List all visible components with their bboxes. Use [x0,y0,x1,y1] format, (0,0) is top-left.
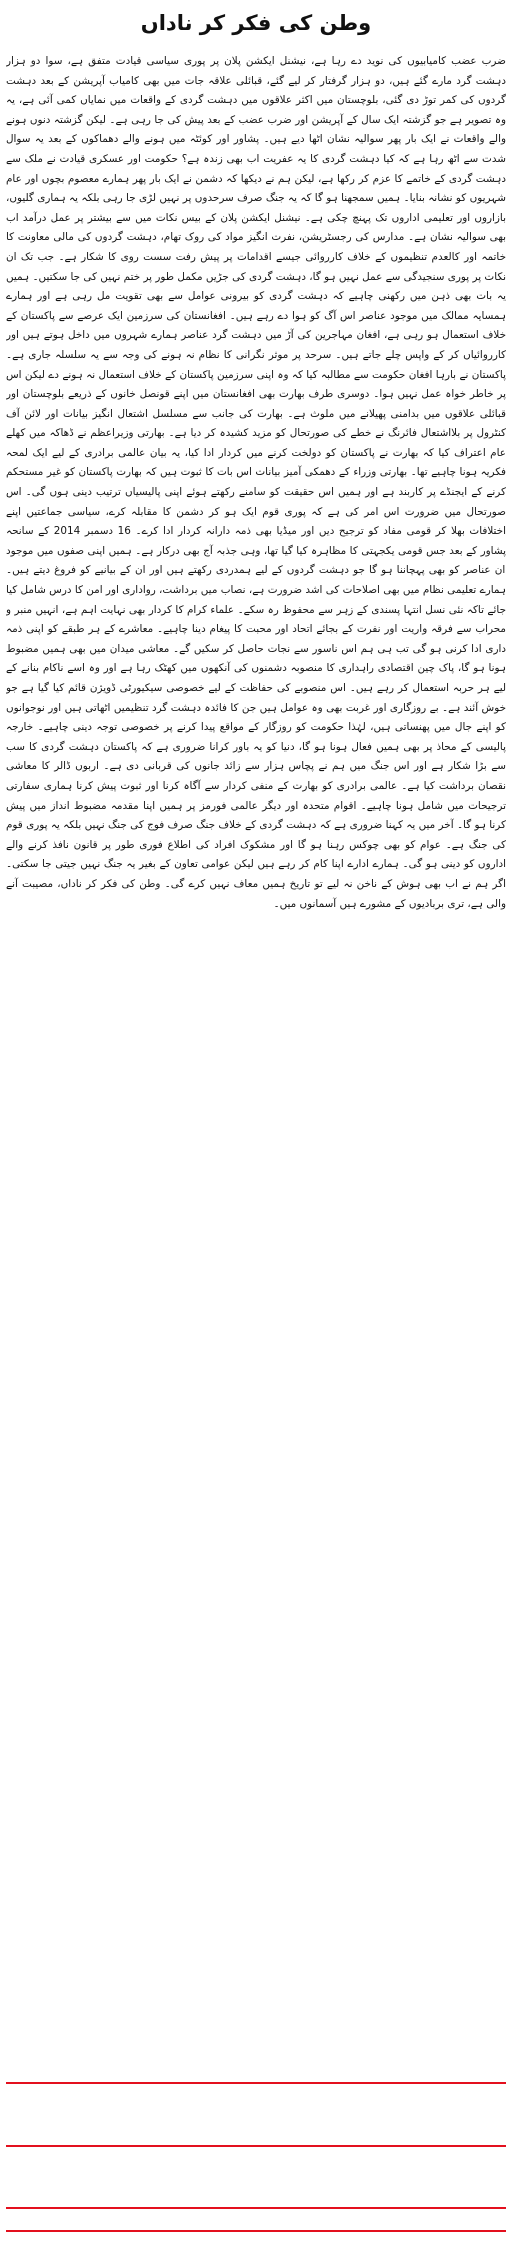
paragraph: پشاور اور کوئٹہ میں ہونے والے دھماکوں کے بعد یہ سوال شدت سے اٹھ رہا ہے کہ کیا دہشت گردی کا یہ عفریت اب بھی زندہ ہے؟ حکومت اور عسکری قیادت نے ملک سے دہشت گردی کے خاتمے کا عزم کر رکھا ہے، لیکن ہم نے دیکھا کہ دشمن نے ایک بار پھر ہمارے معصوم بچوں اور عام شہریوں کو نشانہ بنایا۔ ہمیں سمجھنا ہو گا کہ یہ جنگ صرف سرحدوں پر نہیں لڑی جا رہی بلکہ یہ ہماری گلیوں، بازاروں اور تعلیمی اداروں تک پہنچ چکی ہے۔ [6,133,506,224]
article-body [6,52,506,2257]
paragraph: معاشی میدان میں بھی ہمیں مضبوط ہونا ہو گا، پاک چین اقتصادی راہداری کا منصوبہ دشمنوں کی آنکھوں میں کھٹک رہا ہے اور وہ اسے ناکام بنانے کے لیے ہر حربہ استعمال کر رہے ہیں۔ اس منصوبے کی حفاظت کے لیے خصوصی سیکیورٹی ڈویژن قائم کیا گیا ہے جو خوش آئند ہے۔ بے روزگاری اور غربت بھی وہ عوامل ہیں جن کا فائدہ دہشت گرد تنظیمیں اٹھاتی ہیں اور نوجوانوں کو اپنے جال میں پھنساتی ہیں، لہٰذا حکومت کو روزگار کے مواقع پیدا کرنے پر خصوصی توجہ دینی چاہیے۔ [6,642,506,734]
page-title: وطن کی فکر کر ناداں [140,11,372,35]
highlight-underline [6,2145,506,2147]
paragraph: ہمارے تعلیمی نظام میں بھی اصلاحات کی اشد ضرورت ہے، نصاب میں برداشت، رواداری اور امن کا درس شامل کیا جائے تاکہ نئی نسل انتہا پسندی کے زہر سے محفوظ رہ سکے۔ علماء کرام کا کردار بھی نہایت اہم ہے، انہیں منبر و محراب سے فرقہ واریت اور نفرت کے بجائے اتحاد اور محبت کا پیغام دینا چاہیے۔ معاشرے کے ہر طبقے کو اپنی ذمہ داری ادا کرنی ہو گی تب ہی ہم اس ناسور سے نجات حاصل کر سکیں گے۔ [6,584,506,655]
paragraph: افغانستان کی سرزمین ایک عرصے سے پاکستان کے خلاف استعمال ہو رہی ہے، افغان مہاجرین کی آڑ میں دہشت گرد عناصر ہمارے شہروں میں داخل ہوتے ہیں اور کارروائیاں کر کے واپس چلے جاتے ہیں۔ سرحد پر موثر نگرانی کا نظام نہ ہونے کی وجہ سے یہ سلسلہ جاری ہے۔ پاکستان نے بارہا افغان حکومت سے مطالبہ کیا کہ وہ اپنی سرزمین پاکستان کے خلاف استعمال نہ ہونے دے لیکن اس پر خاطر خواہ عمل نہیں ہوا۔ دوسری طرف بھارت بھی افغانستان میں اپنے قونصل خانوں کے ذریعے بلوچستان اور قبائلی علاقوں میں بدامنی پھیلانے میں ملوث ہے۔ [6,309,506,420]
paragraph: آخر میں یہ کہنا ضروری ہے کہ دہشت گردی کے خلاف جنگ صرف فوج کی جنگ نہیں بلکہ یہ پوری قوم کی جنگ ہے۔ عوام کو بھی چوکس رہنا ہو گا اور مشکوک افراد کی اطلاع فوری طور پر قانون نافذ کرنے والے اداروں کو دینی ہو گی۔ ہمارے ادارے اپنا کام کر رہے ہیں لیکن عوامی تعاون کے بغیر یہ جنگ نہیں جیتی جا سکتی۔ اگر ہم نے اب بھی ہوش کے ناخن نہ لیے تو تاریخ ہمیں معاف نہیں کرے گی۔ وطن کی فکر کر ناداں، مصیبت آنے والی ہے، تری بربادیوں کے مشورے ہیں آسمانوں میں۔ [6,819,506,910]
paragraph: اس صورتحال میں ضرورت اس امر کی ہے کہ پوری قوم ایک ہو کر دشمن کا مقابلہ کرے، سیاسی جماعتیں اپنے اختلافات بھلا کر قومی مفاد کو ترجیح دیں اور میڈیا بھی ذمہ دارانہ کردار ادا کرے۔ 16 دسمبر 2014 کے سانحہ پشاور کے بعد جس قومی یکجہتی کا مظاہرہ کیا گیا تھا، وہی جذبہ آج بھی درکار ہے۔ ہمیں اپنی صفوں میں موجود ان عناصر کو بھی پہچاننا ہو گا جو دہشت گردوں کے لیے ہمدردی رکھتے ہیں اور ان کے بیانیے کو فروغ دیتے ہیں۔ [6,486,506,577]
paragraph: خارجہ پالیسی کے محاذ پر بھی ہمیں فعال ہونا ہو گا، دنیا کو یہ باور کرانا ضروری ہے کہ پاکستان دہشت گردی کا سب سے بڑا شکار ہے اور اس جنگ میں ہم نے پچاس ہزار سے زائد جانوں کی قربانی دی ہے۔ اربوں ڈالر کا معاشی نقصان برداشت کیا ہے۔ عالمی برادری کو بھارت کے منفی کردار سے آگاہ کرنا اور ثبوت پیش کرنا ہماری سفارتی ترجیحات میں شامل ہونا چاہیے۔ اقوام متحدہ اور دیگر عالمی فورمز پر ہمیں اپنا مقدمہ مضبوط انداز میں پیش کرنا ہو گا۔ [6,721,506,832]
highlight-underline [6,2207,506,2209]
paragraph: ضرب عضب کامیابیوں کی نوید دے رہا ہے، نیشنل ایکشن پلان پر پوری سیاسی قیادت متفق ہے، سوا دو ہزار دہشت گرد مارے گئے ہیں، دو ہزار گرفتار کر لیے گئے، قبائلی علاقہ جات میں بھی کامیاب آپریشن کے بعد دہشت گردوں کی کمر توڑ دی گئی، بلوچستان میں اکثر علاقوں میں دہشت گردی کے واقعات میں نمایاں کمی آئی ہے، یہ وہ تصویر ہے جو گزشتہ ایک سال کے آپریشن اور ضرب عضب کے بعد پیش کی جا رہی ہے۔ لیکن گزشتہ دنوں ہونے والے واقعات نے ایک بار پھر سوالیہ نشان اٹھا دیے ہیں۔ [6,55,506,146]
paragraph: بھارت کی جانب سے مسلسل اشتعال انگیز بیانات اور لائن آف کنٹرول پر بلااشتعال فائرنگ نے خطے کی صورتحال کو مزید کشیدہ کر دیا ہے۔ بھارتی وزیراعظم نے ڈھاکہ میں کھلے عام اعتراف کیا کہ بھارت نے پاکستان کو دولخت کرنے میں کردار ادا کیا، یہ بیان عالمی برادری کے لیے ایک لمحہ فکریہ ہونا چاہیے تھا۔ بھارتی وزراء کے دھمکی آمیز بیانات اس بات کا ثبوت ہیں کہ بھارت پاکستان کو غیر مستحکم کرنے کے ایجنڈے پر کاربند ہے اور ہمیں اس حقیقت کو سامنے رکھتے ہوئے اپنی پالیسیاں ترتیب دینی ہوں گی۔ [6,407,506,499]
highlight-underline [6,2082,506,2084]
highlight-underline [6,2230,506,2232]
paragraph: نیشنل ایکشن پلان کے بیس نکات میں سے بیشتر پر عمل درآمد اب بھی سوالیہ نشان ہے۔ مدارس کی رجسٹریشن، نفرت انگیز مواد کی روک تھام، دہشت گردوں کی مالی معاونت کا خاتمہ اور کالعدم تنظیموں کے خلاف کارروائی جیسے اقدامات پر پیش رفت سست روی کا شکار ہے۔ جب تک ان نکات پر پوری سنجیدگی سے عمل نہیں ہو گا، دہشت گردی کی جڑیں مکمل طور پر ختم نہیں کی جا سکتیں۔ ہمیں یہ بات بھی ذہن میں رکھنی چاہیے کہ دہشت گردی کو بیرونی عوامل سے بھی تقویت مل رہی ہے اور ہمارے ہمسایہ ممالک میں موجود عناصر اس آگ کو ہوا دے رہے ہیں۔ [6,211,506,322]
